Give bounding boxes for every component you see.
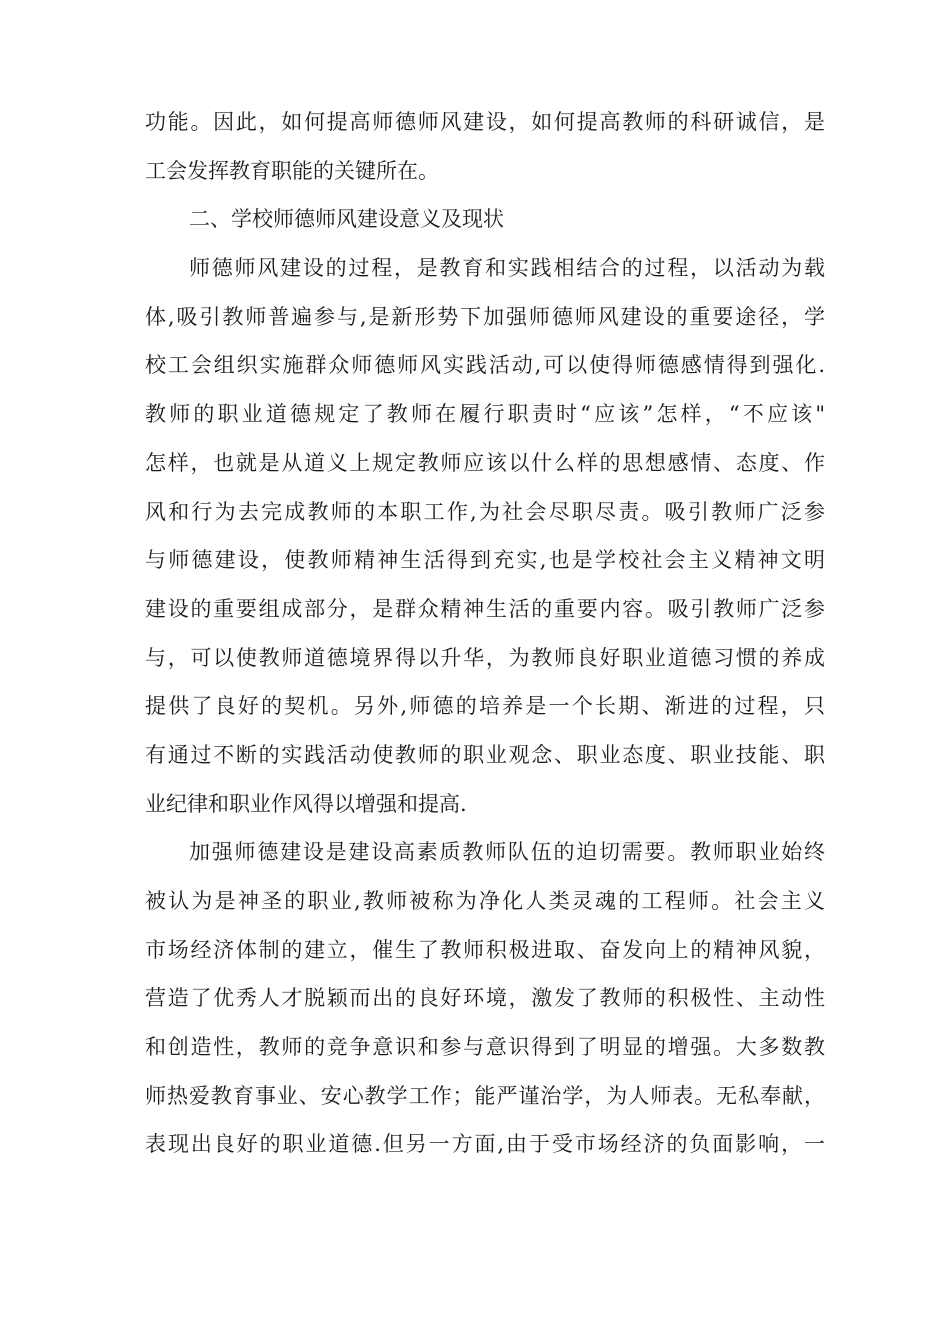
text-line: 营造了优秀人才脱颖而出的良好环境，激发了教师的积极性、主动性 bbox=[145, 986, 825, 1011]
text-line: 怎样，也就是从道义上规定教师应该以什么样的思想感情、态度、作 bbox=[145, 450, 825, 475]
text-line: 提供了良好的契机。另外,师德的培养是一个长期、渐进的过程，只 bbox=[145, 694, 825, 719]
text-line: 加强师德建设是建设高素质教师队伍的迫切需要。教师职业始终 bbox=[189, 840, 825, 865]
text-line: 工会发挥教育职能的关键所在。 bbox=[145, 158, 439, 183]
section-heading: 二、学校师德师风建设意义及现状 bbox=[189, 207, 504, 232]
text-line: 风和行为去完成教师的本职工作,为社会尽职尽责。吸引教师广泛参 bbox=[145, 499, 825, 524]
text-line: 有通过不断的实践活动使教师的职业观念、职业态度、职业技能、职 bbox=[145, 742, 825, 767]
text-line: 被认为是神圣的职业,教师被称为净化人类灵魂的工程师。社会主义 bbox=[145, 889, 825, 913]
text-line: 业纪律和职业作风得以增强和提高. bbox=[145, 791, 467, 816]
text-line: 校工会组织实施群众师德师风实践活动,可以使得师德感情得到强化. bbox=[145, 353, 825, 378]
text-line: 建设的重要组成部分，是群众精神生活的重要内容。吸引教师广泛参 bbox=[145, 596, 825, 621]
text-line: 和创造性，教师的竞争意识和参与意识得到了明显的增强。大多数教 bbox=[145, 1035, 825, 1060]
text-line: 师德师风建设的过程，是教育和实践相结合的过程，以活动为载 bbox=[189, 256, 825, 281]
text-line: 市场经济体制的建立，催生了教师积极进取、奋发向上的精神风貌， bbox=[145, 937, 825, 962]
text-line: 师热爱教育事业、安心教学工作；能严谨治学，为人师表。无私奉献， bbox=[145, 1083, 825, 1108]
text-line: 表现出良好的职业道德.但另一方面,由于受市场经济的负面影响，一 bbox=[145, 1132, 825, 1157]
text-line: 功能。因此，如何提高师德师风建设，如何提高教师的科研诚信，是 bbox=[145, 110, 825, 134]
text-line: 与，可以使教师道德境界得以升华，为教师良好职业道德习惯的养成 bbox=[145, 645, 825, 670]
text-line: 体,吸引教师普遍参与,是新形势下加强师德师风建设的重要途径，学 bbox=[145, 304, 825, 329]
text-line: 教师的职业道德规定了教师在履行职责时“应该”怎样，“不应该" bbox=[145, 402, 825, 427]
body-text bbox=[145, 98, 825, 1169]
text-line: 与师德建设，使教师精神生活得到充实,也是学校社会主义精神文明 bbox=[145, 548, 825, 573]
